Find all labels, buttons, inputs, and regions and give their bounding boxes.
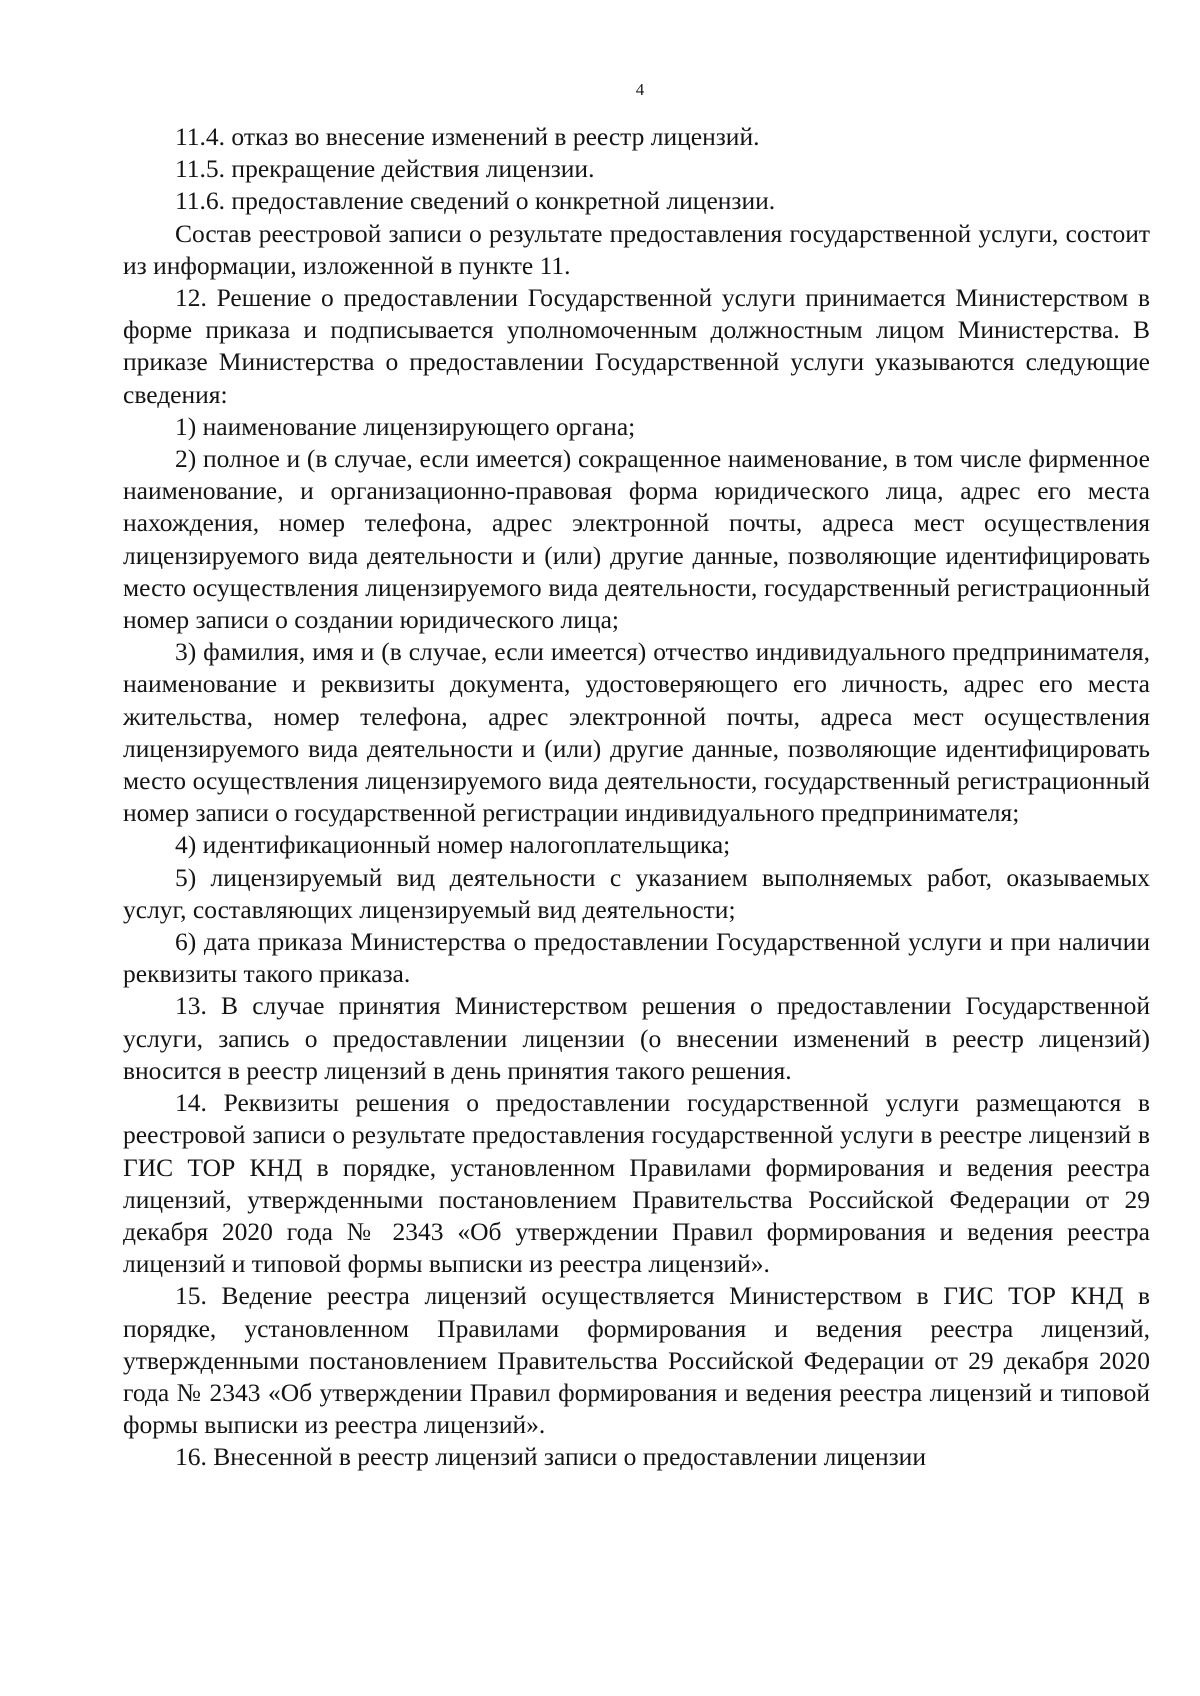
list-item-4: 4) идентификационный номер налогоплательщика;: [175, 830, 731, 860]
list-item-2: 2) полное и (в случае, если имеется) сокращенное наименование, в том числе фирменное наименование, и организационно-правовая форма юридического лица, адрес его места нахождения, номер телефона, адрес электронной почты, адреса мест осуществления лицензируемого вида деятельности и (или) другие данные, позволяющие идентифицировать место осуществления лицензируемого вида деятельности, государственный регистрационный номер записи о создании юридического лица;: [123, 444, 1150, 635]
paragraph-13: 13. В случае принятия Министерством решения о предоставлении Государственной услуги, запись о предоставлении лицензии (о внесении изменений в реестр лицензий) вносится в реестр лицензий в день принятия такого решения.: [123, 991, 1150, 1085]
paragraph-16: 16. Внесенной в реестр лицензий записи о предоставлении лицензии: [175, 1442, 926, 1472]
paragraph-11-4: 11.4. отказ во внесение изменений в реестр лицензий.: [175, 122, 760, 151]
paragraph-registry-record-composition: Состав реестровой записи о результате предоставления государственной услуги, состоит из информации, изложенной в пункте 11.: [123, 218, 1150, 280]
paragraph-11-5: 11.5. прекращение действия лицензии.: [175, 154, 595, 184]
list-item-5: 5) лицензируемый вид деятельности с указанием выполняемых работ, оказываемых услуг, составляющих лицензируемый вид деятельности;: [123, 862, 1150, 924]
document-body: [123, 121, 1150, 1474]
list-item-1: 1) наименование лицензирующего органа;: [175, 411, 636, 441]
paragraph-11-6: 11.6. предоставление сведений о конкретной лицензии.: [175, 186, 776, 216]
list-item-6: 6) дата приказа Министерства о предоставлении Государственной услуги и при наличии реквизиты такого приказа.: [123, 927, 1150, 989]
paragraph-12: 12. Решение о предоставлении Государственной услуги принимается Министерством в форме приказа и подписывается уполномоченным должностным лицом Министерства. В приказе Министерства о предоставлении Государственной услуги указываются следующие сведения:: [123, 283, 1150, 409]
page-number: 4: [635, 80, 645, 99]
paragraph-15: 15. Ведение реестра лицензий осуществляется Министерством в ГИС ТОР КНД в порядке, установленном Правилами формирования и ведения реестра лицензий, утвержденными постановлением Правительства Российской Федерации от 29 декабря 2020 года № 2343 «Об утверждении Правил формирования и ведения реестра лицензий и типовой формы выписки из реестра лицензий».: [123, 1281, 1150, 1440]
paragraph-14: 14. Реквизиты решения о предоставлении государственной услуги размещаются в реестровой записи о результате предоставления государственной услуги в реестре лицензий в ГИС ТОР КНД в порядке, установленном Правилами формирования и ведения реестра лицензий, утвержденными постановлением Правительства Российской Федерации от 29 декабря 2020 года № 2343 «Об утверждении Правил формирования и ведения реестра лицензий и типовой формы выписки из реестра лицензий».: [123, 1088, 1150, 1279]
list-item-3: 3) фамилия, имя и (в случае, если имеется) отчество индивидуального предпринимателя, наименование и реквизиты документа, удостоверяющего его личность, адрес его места жительства, номер телефона, адрес электронной почты, адреса мест осуществления лицензируемого вида деятельности и (или) другие данные, позволяющие идентифицировать место осуществления лицензируемого вида деятельности, государственный регистрационный номер записи о государственной регистрации индивидуального предпринимателя;: [123, 637, 1150, 828]
